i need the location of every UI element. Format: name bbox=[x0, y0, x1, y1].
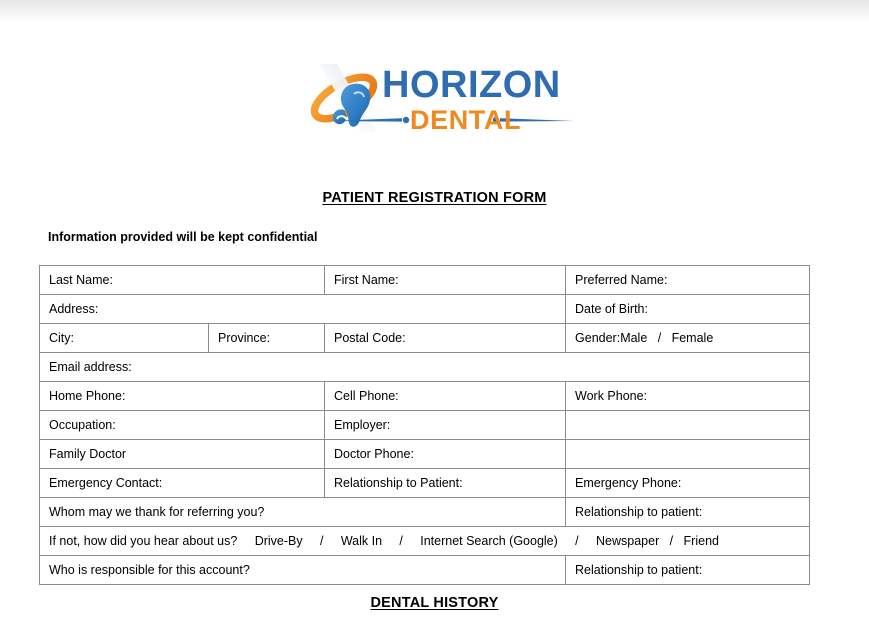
field-province[interactable]: Province: bbox=[209, 324, 325, 353]
field-city[interactable]: City: bbox=[40, 324, 209, 353]
logo-secondary-word: DENTAL bbox=[410, 105, 522, 135]
table-row bbox=[40, 324, 810, 353]
field-referral-thanks[interactable]: Whom may we thank for referring you? bbox=[40, 498, 566, 527]
clinic-logo bbox=[306, 62, 571, 138]
field-doctor-blank[interactable] bbox=[566, 440, 810, 469]
field-gender-options[interactable]: Male / Female bbox=[620, 331, 714, 345]
field-work-phone[interactable]: Work Phone: bbox=[566, 382, 810, 411]
field-employer[interactable]: Employer: bbox=[325, 411, 566, 440]
confidentiality-note: Information provided will be kept confidential bbox=[48, 230, 318, 244]
field-responsible-party[interactable]: Who is responsible for this account? bbox=[40, 556, 566, 585]
table-row bbox=[40, 440, 810, 469]
field-referral-relationship[interactable]: Relationship to patient: bbox=[566, 498, 810, 527]
field-preferred-name[interactable]: Preferred Name: bbox=[566, 266, 810, 295]
field-relationship-to-patient[interactable]: Relationship to Patient: bbox=[325, 469, 566, 498]
section-title-dental-history bbox=[0, 595, 869, 611]
field-email-address[interactable]: Email address: bbox=[40, 353, 810, 382]
logo-wordmark bbox=[382, 62, 572, 138]
field-first-name[interactable]: First Name: bbox=[325, 266, 566, 295]
table-row bbox=[40, 498, 810, 527]
logo-primary-word: HORIZON bbox=[382, 64, 561, 106]
field-emergency-contact[interactable]: Emergency Contact: bbox=[40, 469, 325, 498]
table-body bbox=[40, 266, 810, 585]
field-cell-phone[interactable]: Cell Phone: bbox=[325, 382, 566, 411]
field-address[interactable]: Address: bbox=[40, 295, 566, 324]
page-title-text: PATIENT REGISTRATION FORM bbox=[322, 190, 547, 206]
table-row bbox=[40, 382, 810, 411]
field-occupation-blank[interactable] bbox=[566, 411, 810, 440]
field-doctor-phone[interactable]: Doctor Phone: bbox=[325, 440, 566, 469]
table-row bbox=[40, 353, 810, 382]
field-gender-label: Gender: bbox=[575, 331, 621, 345]
field-postal-code[interactable]: Postal Code: bbox=[325, 324, 566, 353]
field-date-of-birth[interactable]: Date of Birth: bbox=[566, 295, 810, 324]
logo-secondary-row bbox=[326, 106, 576, 134]
field-occupation[interactable]: Occupation: bbox=[40, 411, 325, 440]
field-last-name[interactable]: Last Name: bbox=[40, 266, 325, 295]
field-family-doctor[interactable]: Family Doctor bbox=[40, 440, 325, 469]
section-title-text: DENTAL HISTORY bbox=[370, 595, 499, 611]
table-row bbox=[40, 469, 810, 498]
field-responsible-relationship[interactable]: Relationship to patient: bbox=[566, 556, 810, 585]
field-emergency-phone[interactable]: Emergency Phone: bbox=[566, 469, 810, 498]
page-title bbox=[0, 190, 869, 206]
field-how-did-you-hear[interactable] bbox=[40, 527, 810, 556]
table-row bbox=[40, 527, 810, 556]
table-row bbox=[40, 266, 810, 295]
patient-registration-table bbox=[39, 265, 810, 585]
table-row bbox=[40, 411, 810, 440]
field-how-did-you-hear-label: If not, how did you hear about us? bbox=[49, 534, 238, 548]
field-how-did-you-hear-options[interactable]: Drive-By / Walk In / Internet Search (Google) / Newspaper / Friend bbox=[237, 534, 719, 548]
table-row bbox=[40, 295, 810, 324]
field-home-phone[interactable]: Home Phone: bbox=[40, 382, 325, 411]
table-row bbox=[40, 556, 810, 585]
field-gender[interactable] bbox=[566, 324, 810, 353]
